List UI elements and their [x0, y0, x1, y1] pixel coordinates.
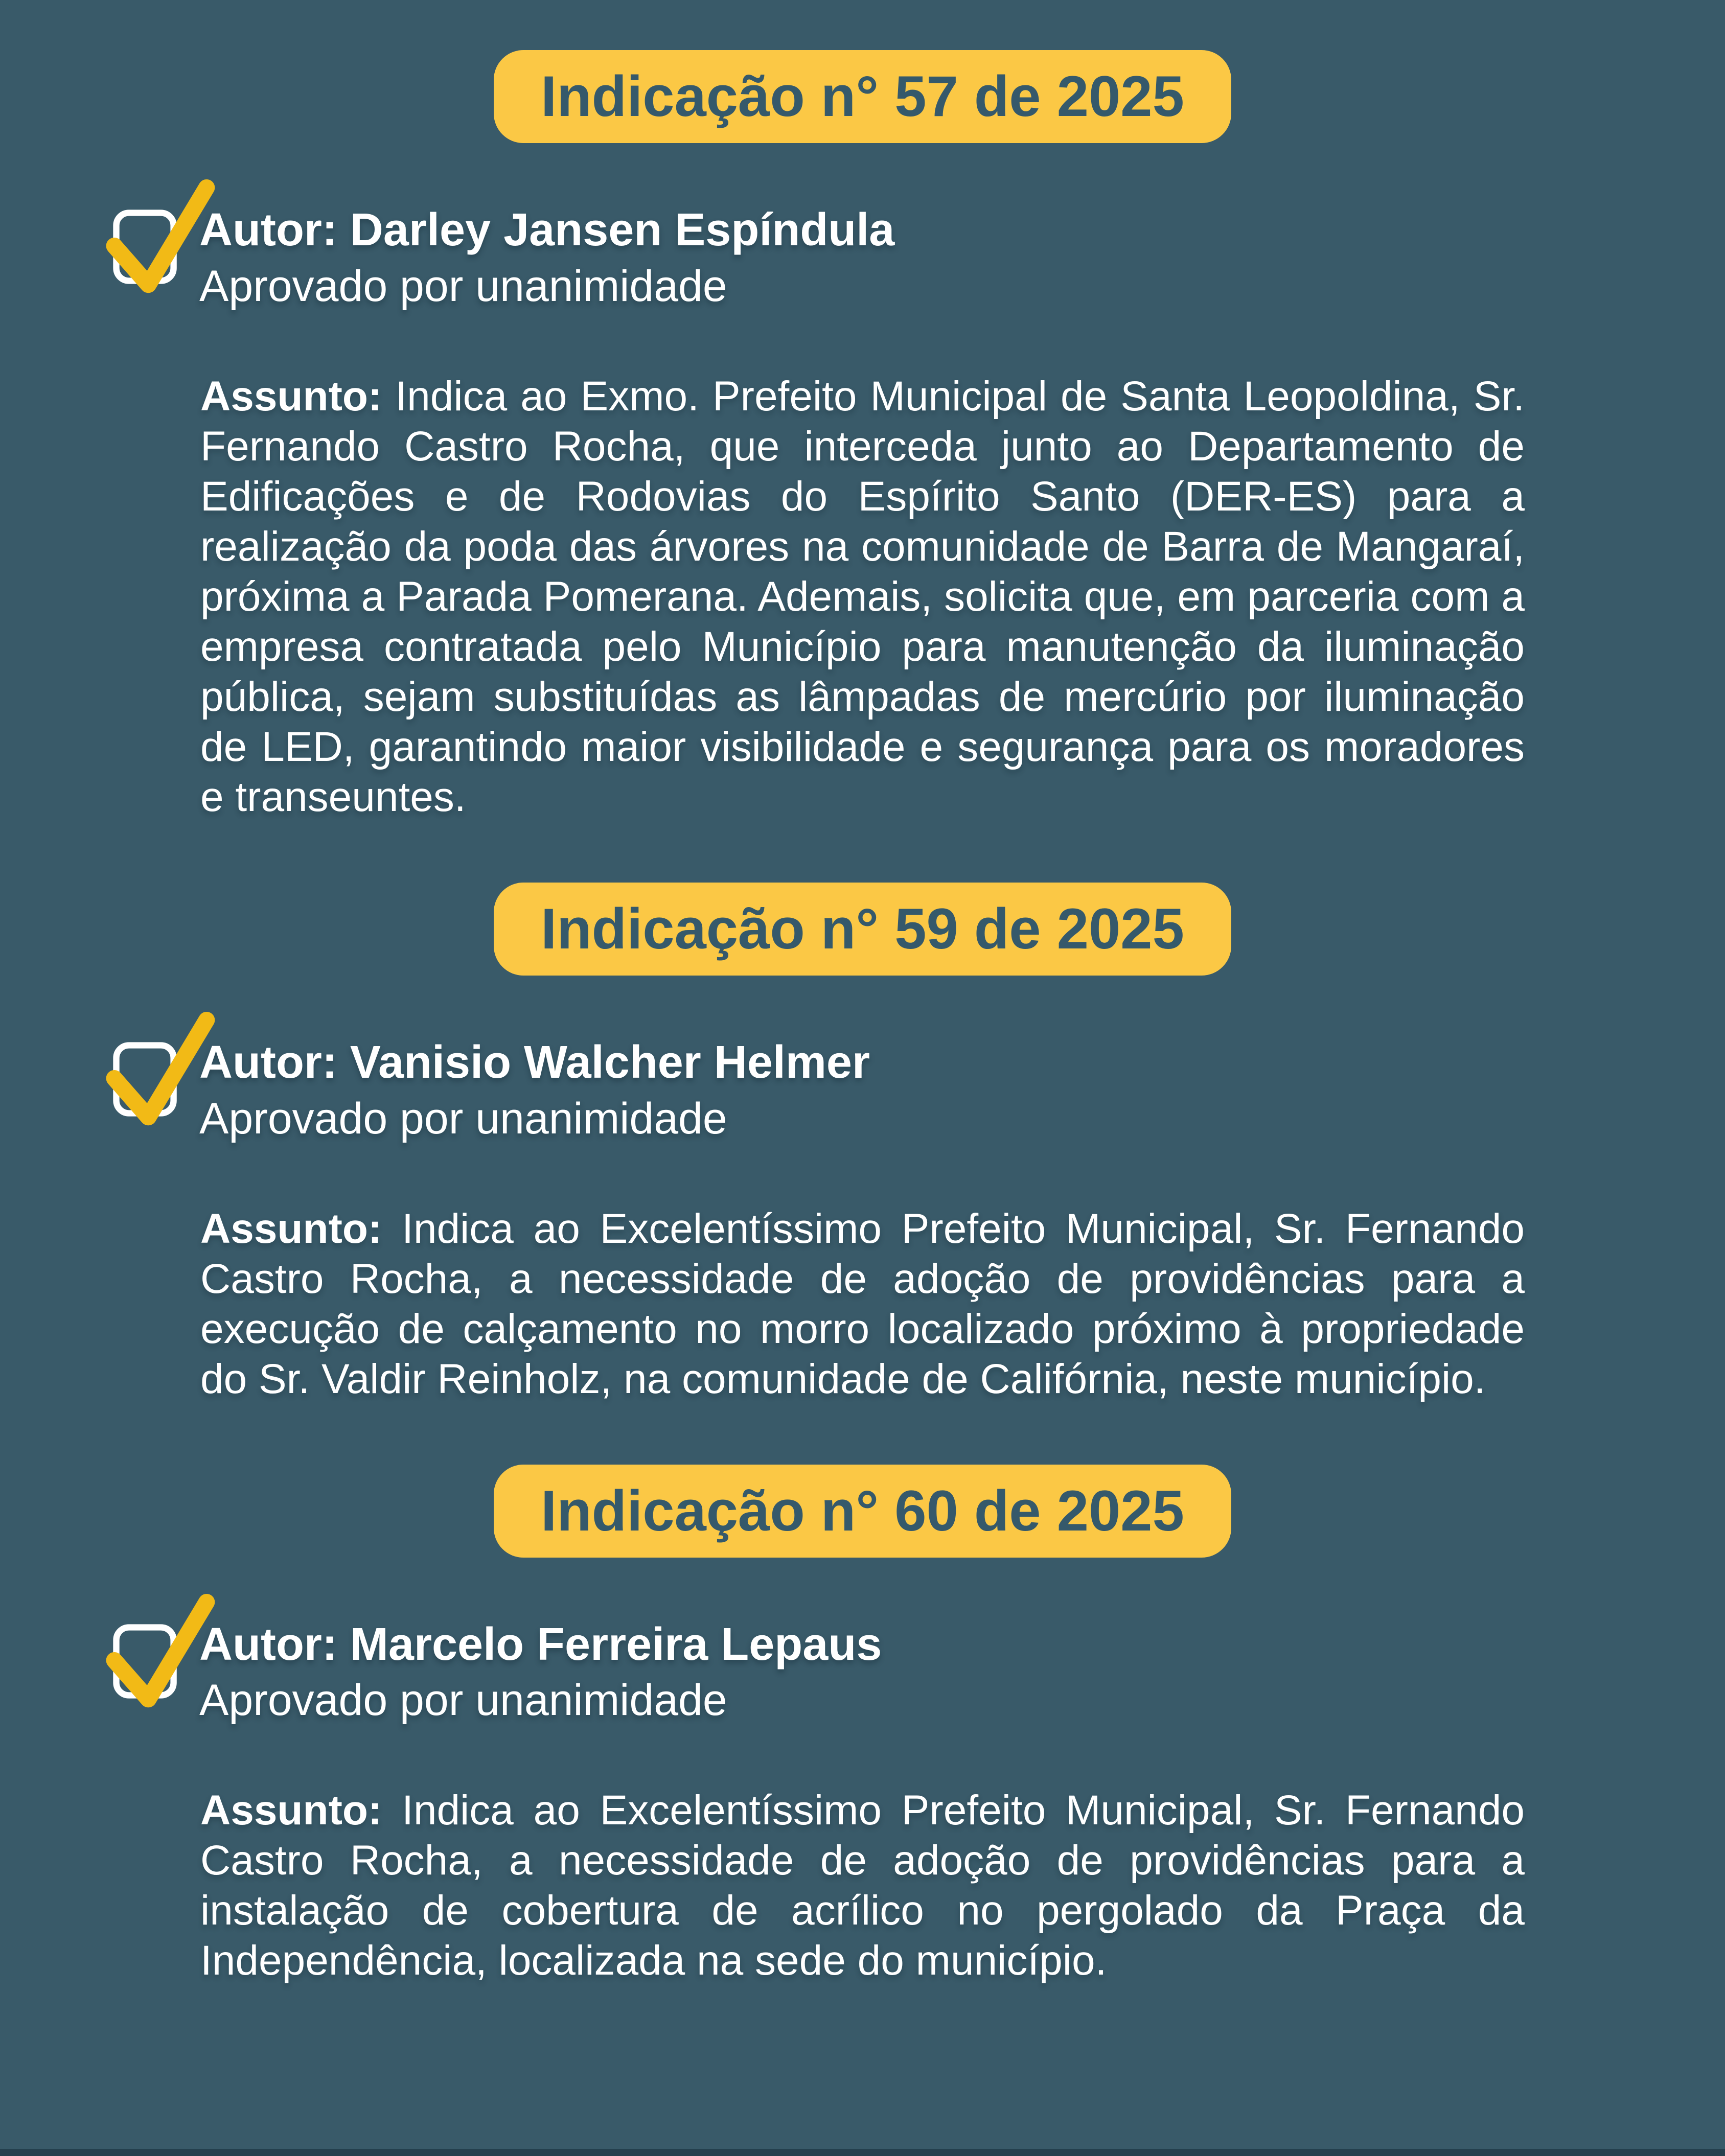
indication-badge: Indicação n° 60 de 2025 [494, 1465, 1231, 1558]
indication-section-60 [0, 1465, 1725, 1986]
approval-status: Aprovado por unanimidade [199, 261, 727, 311]
subject-paragraph [200, 372, 1525, 822]
author-row [107, 203, 1525, 311]
indication-section-59 [0, 883, 1725, 1404]
subject-text: Indica ao Excelentíssimo Prefeito Municipal, Sr. Fernando Castro Rocha, a necessidade de adoção de providências para a instalação de cobertura de acrílico no pergolado da Praça da Independência, localizada na sede do município. [200, 1787, 1525, 1984]
badge-row [0, 883, 1725, 976]
author-name: Autor: Marcelo Ferreira Lepaus [199, 1619, 882, 1671]
author-text [199, 1036, 1525, 1143]
subject-label: Assunto: [200, 1787, 382, 1834]
checkbox-check-icon [111, 1593, 209, 1710]
indication-badge: Indicação n° 57 de 2025 [494, 50, 1231, 143]
approval-status: Aprovado por unanimidade [199, 1676, 727, 1725]
footer-bar [0, 2149, 1725, 2156]
author-row [107, 1036, 1525, 1143]
checkbox-check-icon [111, 1011, 209, 1128]
indication-section-57 [0, 50, 1725, 822]
subject-text: Indica ao Excelentíssimo Prefeito Municipal, Sr. Fernando Castro Rocha, a necessidade de adoção de providências para a execução de calçamento no morro localizado próximo à propriedade do Sr. Valdir Reinholz, na comunidade de Califórnia, neste município. [200, 1205, 1525, 1402]
badge-row [0, 1465, 1725, 1558]
approval-status: Aprovado por unanimidade [199, 1094, 727, 1143]
author-name: Autor: Vanisio Walcher Helmer [199, 1037, 870, 1088]
author-text [199, 203, 1525, 311]
author-text [199, 1618, 1525, 1725]
indication-badge: Indicação n° 59 de 2025 [494, 883, 1231, 976]
author-name: Autor: Darley Jansen Espíndula [199, 204, 895, 256]
badge-row [0, 50, 1725, 143]
subject-paragraph [200, 1786, 1525, 1986]
subject-paragraph [200, 1204, 1525, 1404]
subject-label: Assunto: [200, 1205, 382, 1252]
subject-label: Assunto: [200, 373, 382, 420]
subject-text: Indica ao Exmo. Prefeito Municipal de Santa Leopoldina, Sr. Fernando Castro Rocha, que interceda junto ao Departamento de Edificações e de Rodovias do Espírito Santo (DER-ES) para a realização da poda das árvores na comunidade de Barra de Mangaraí, próxima a Parada Pomerana. Ademais, solicita que, em parceria com a empresa contratada pelo Município para manutenção da iluminação pública, sejam substituídas as lâmpadas de mercúrio por iluminação de LED, garantindo maior visibilidade e segurança para os moradores e transeuntes. [200, 373, 1525, 820]
checkbox-check-icon [111, 179, 209, 295]
author-row [107, 1618, 1525, 1725]
